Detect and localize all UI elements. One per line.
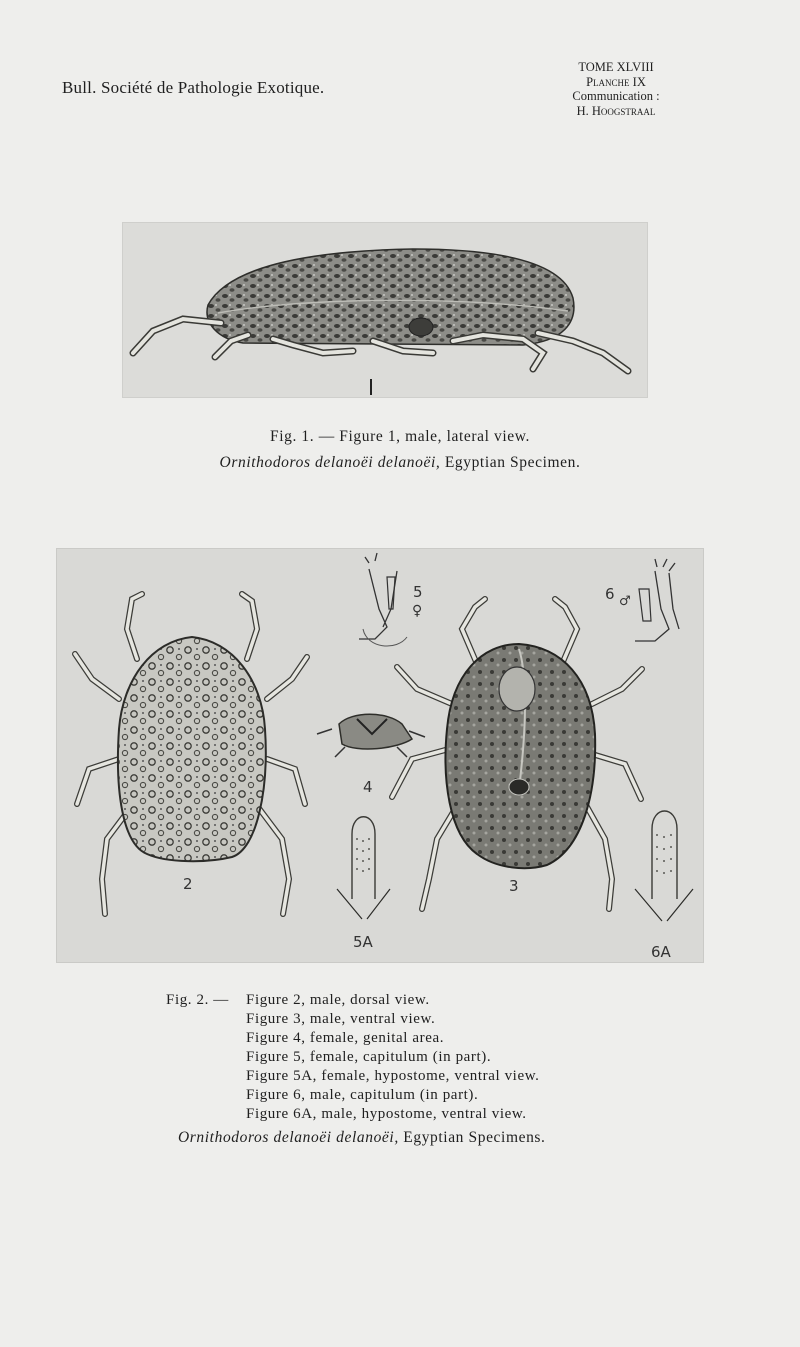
figure-4-genital-drawing [317, 714, 425, 796]
figure-2-dorsal-drawing [75, 594, 307, 914]
tick-lateral-view-drawing [123, 223, 647, 397]
figure-5a-hypostome-drawing [337, 817, 390, 951]
figure-1-caption: Fig. 1. — Figure 1, male, lateral view. [269, 428, 530, 445]
communication-label: Communication : [572, 89, 660, 103]
journal-title: Bull. Société de Pathologie Exotique. [62, 78, 325, 97]
figure-4-label: 4 [363, 778, 373, 796]
figure-2-plate-drawing [57, 549, 703, 962]
figure-1-species-line [0, 454, 800, 472]
figure-3-ventral-drawing [392, 599, 642, 909]
legend-item-figure-6: Figure 6, male, capitulum (in part). [246, 1087, 479, 1103]
legend-item-figure-3: Figure 3, male, ventral view. [246, 1011, 436, 1027]
figure-1-illustration [122, 222, 648, 398]
legend-item-figure-5a: Figure 5A, female, hypostome, ventral view. [246, 1068, 540, 1084]
figure-5-label: 5 [413, 583, 423, 601]
figure-2-species-name: Ornithodoros delanoëi delanoëi, [178, 1129, 399, 1146]
author-name: H. Hoogstraal [576, 103, 656, 118]
legend-figure-number: Fig. 2. — [166, 992, 229, 1008]
figure-1-species-name: Ornithodoros delanoëi delanoëi, [219, 454, 441, 471]
figure-6-sex-symbol: ♂ [619, 594, 631, 609]
figure-1-specimen-text: Egyptian Specimen. [440, 454, 581, 471]
figure-2-specimen-text: Egyptian Specimens. [398, 1129, 546, 1146]
figure-2-species-line [178, 1128, 546, 1147]
legend-item-figure-5: Figure 5, female, capitulum (in part). [246, 1049, 492, 1065]
legend-item-figure-6a: Figure 6A, male, hypostome, ventral view. [246, 1106, 527, 1122]
figure-2-plate [56, 548, 704, 963]
figure-6-label: 6 [605, 585, 615, 603]
figure-3-label: 3 [509, 877, 519, 895]
figure-6a-hypostome-drawing [635, 811, 693, 961]
legend-item-figure-4: Figure 4, female, genital area. [246, 1030, 445, 1046]
tome-number: TOME XLVIII [578, 60, 654, 74]
figure-5a-label: 5A [353, 933, 373, 951]
figure-2-label: 2 [183, 875, 193, 893]
legend-item-figure-2: Figure 2, male, dorsal view. [246, 992, 430, 1008]
plate-reference [536, 60, 696, 118]
figure-6-capitulum-drawing [605, 559, 679, 641]
figure-5-sex-symbol: ♀ [412, 603, 423, 619]
figure-5-capitulum-drawing [359, 553, 423, 646]
plate-number: Planche IX [586, 74, 646, 89]
figure-6a-label: 6A [651, 943, 671, 961]
